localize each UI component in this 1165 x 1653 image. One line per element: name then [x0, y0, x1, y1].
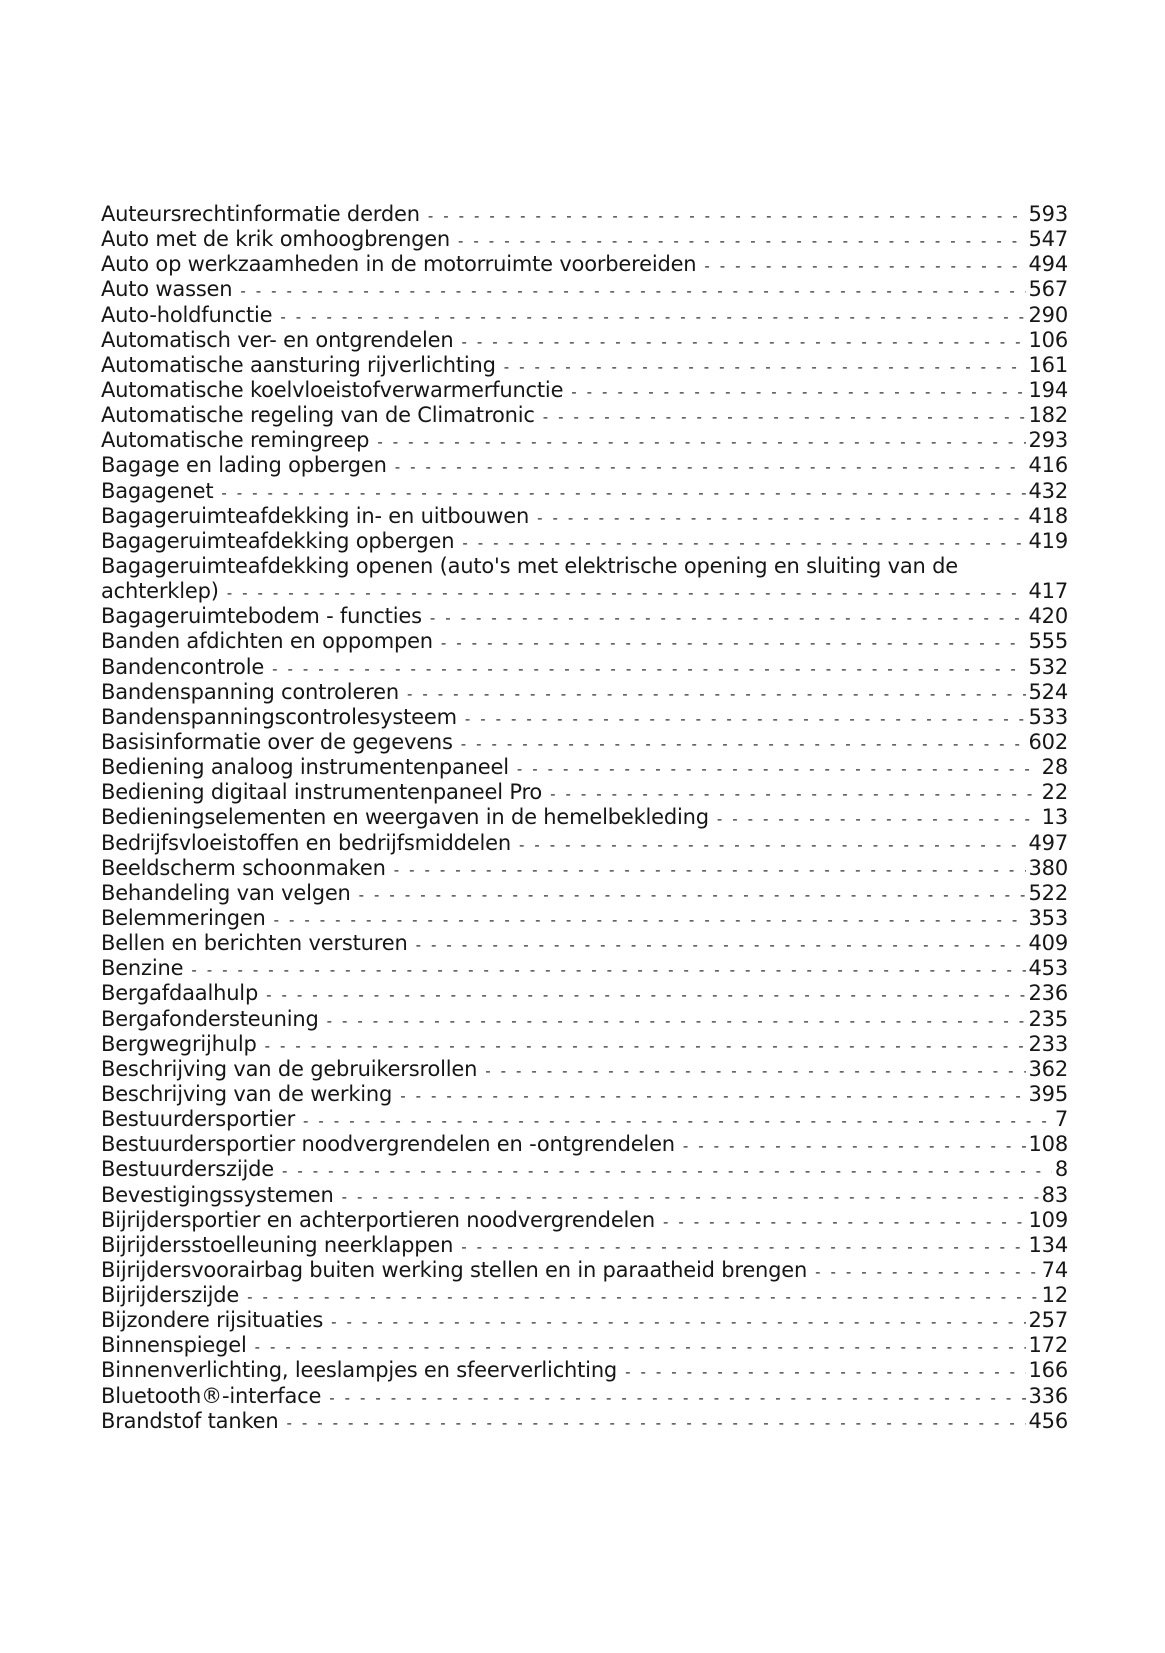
index-term: Auto-holdfunctie — [101, 302, 273, 327]
index-term: Bijrijdersstoelleuning neerklappen — [101, 1232, 454, 1257]
index-term: Belemmeringen — [101, 905, 266, 930]
dot-leader — [329, 1386, 1025, 1411]
page-number: 419 — [1028, 528, 1068, 553]
dot-leader — [331, 1310, 1025, 1335]
page-number: 593 — [1028, 202, 1068, 226]
index-entry[interactable] — [101, 554, 1068, 604]
index-entry[interactable] — [101, 1057, 1068, 1082]
index-entry[interactable] — [101, 1308, 1068, 1333]
page-number: 420 — [1028, 604, 1068, 629]
index-term: Bandencontrole — [101, 654, 265, 679]
page-number: 524 — [1028, 679, 1068, 704]
page-number: 7 — [1054, 1107, 1068, 1132]
index-term: Beschrijving van de werking — [101, 1081, 393, 1106]
page-number: 494 — [1028, 252, 1068, 277]
dot-leader — [461, 1235, 1025, 1260]
index-term: Bedrijfsvloeistoffen en bedrijfsmiddelen — [101, 830, 511, 855]
index-term: Auto wassen — [101, 277, 233, 302]
page-number: 182 — [1028, 403, 1068, 428]
index-term-line2: achterklep) — [101, 579, 219, 604]
page-number: 106 — [1028, 327, 1068, 352]
dot-leader — [625, 1360, 1025, 1385]
page-number: 602 — [1028, 729, 1068, 754]
dot-leader — [282, 1159, 1052, 1184]
index-term: Auto op werkzaamheden in de motorruimte voorbereiden — [101, 252, 697, 277]
dot-leader — [227, 581, 1026, 606]
index-term: Bevestigingssystemen — [101, 1182, 334, 1207]
dot-leader — [327, 1009, 1026, 1034]
index-entry[interactable] — [101, 956, 1068, 981]
index-entry[interactable] — [101, 1032, 1068, 1057]
index-entry[interactable] — [101, 303, 1068, 328]
page-number: 432 — [1028, 478, 1068, 503]
index-term: Auto met de krik omhoogbrengen — [101, 227, 451, 252]
dot-leader — [272, 657, 1025, 682]
page-number: 555 — [1028, 629, 1068, 654]
index-entry[interactable] — [101, 453, 1068, 478]
index-entry[interactable] — [101, 428, 1068, 453]
dot-leader — [416, 933, 1026, 958]
dot-leader — [441, 631, 1026, 656]
index-term: Bediening analoog instrumentenpaneel — [101, 755, 509, 780]
index-term: Automatische remingreep — [101, 428, 370, 453]
index-term: Benzine — [101, 956, 184, 981]
index-entry[interactable] — [101, 277, 1068, 302]
page-number: 567 — [1028, 277, 1068, 302]
page-number: 416 — [1028, 453, 1068, 478]
dot-leader — [240, 279, 1025, 304]
index-term: Bijzondere rijsituaties — [101, 1308, 324, 1333]
dot-leader — [377, 430, 1025, 455]
index-term: Bijrijdersportier en achterportieren noodvergrendelen — [101, 1207, 656, 1232]
dot-leader — [504, 355, 1026, 380]
dot-leader — [704, 254, 1025, 279]
index-term: Automatische koelvloeistofverwarmerfunctie — [101, 377, 564, 402]
page-number: 362 — [1028, 1056, 1068, 1081]
page-number: 13 — [1041, 805, 1068, 830]
dot-leader — [717, 807, 1039, 832]
dot-leader — [428, 204, 1026, 229]
page-number: 547 — [1028, 227, 1068, 252]
dot-leader — [274, 908, 1026, 933]
index-list — [101, 202, 1068, 1434]
dot-leader — [465, 707, 1026, 732]
index-entry[interactable] — [101, 1409, 1068, 1434]
index-term: Bandenspanningscontrolesysteem — [101, 704, 457, 729]
index-entry[interactable] — [101, 780, 1068, 805]
index-term: Bagageruimteafdekking opbergen — [101, 528, 455, 553]
page-number: 293 — [1028, 428, 1068, 453]
dot-leader — [266, 983, 1025, 1008]
page-number: 353 — [1028, 905, 1068, 930]
index-entry[interactable] — [101, 1384, 1068, 1409]
page-number: 395 — [1028, 1081, 1068, 1106]
dot-leader — [571, 380, 1025, 405]
index-term: Bergafdaalhulp — [101, 981, 259, 1006]
index-entry[interactable] — [101, 1157, 1068, 1182]
index-term: Bellen en berichten versturen — [101, 931, 408, 956]
page-number: 109 — [1028, 1207, 1068, 1232]
index-entry[interactable] — [101, 881, 1068, 906]
page-number: 166 — [1028, 1358, 1068, 1383]
dot-leader — [265, 1034, 1026, 1059]
index-entry[interactable] — [101, 831, 1068, 856]
index-term: Bergafondersteuning — [101, 1006, 319, 1031]
dot-leader — [303, 1109, 1052, 1134]
wrapped-term-block — [101, 554, 1068, 606]
page-number: 83 — [1041, 1182, 1068, 1207]
index-term: Bijrijderszijde — [101, 1283, 240, 1308]
index-entry[interactable] — [101, 252, 1068, 277]
index-entry[interactable] — [101, 604, 1068, 629]
page-number: 533 — [1028, 704, 1068, 729]
dot-leader — [255, 1335, 1026, 1360]
index-entry[interactable] — [101, 328, 1068, 353]
index-entry[interactable] — [101, 529, 1068, 554]
dot-leader — [400, 1084, 1025, 1109]
index-entry[interactable] — [101, 906, 1068, 931]
index-entry[interactable] — [101, 202, 1068, 227]
page-number: 235 — [1028, 1006, 1068, 1031]
dot-leader — [537, 506, 1025, 531]
index-term: Automatische aansturing rijverlichting — [101, 352, 496, 377]
index-term: Bagagenet — [101, 478, 214, 503]
index-entry[interactable] — [101, 1358, 1068, 1383]
wrapped-term-second-line — [101, 579, 1068, 606]
index-term: Bestuurdersportier noodvergrendelen en -ontgrendelen — [101, 1132, 675, 1157]
index-term: Bediening digitaal instrumentenpaneel Pro — [101, 780, 543, 805]
index-entry[interactable] — [101, 1132, 1068, 1157]
index-entry[interactable] — [101, 931, 1068, 956]
dot-leader — [519, 833, 1026, 858]
index-term: Bergwegrijhulp — [101, 1031, 257, 1056]
index-entry[interactable] — [101, 1283, 1068, 1308]
index-term-line1: Bagageruimteafdekking openen (auto's met elektrische opening en sluiting van de — [101, 553, 958, 578]
index-term: Beschrijving van de gebruikersrollen — [101, 1056, 478, 1081]
page-number: 497 — [1028, 830, 1068, 855]
index-entry[interactable] — [101, 629, 1068, 654]
dot-leader — [550, 782, 1039, 807]
page-number: 417 — [1028, 579, 1068, 604]
dot-leader — [287, 1411, 1026, 1436]
dot-leader — [543, 405, 1026, 430]
page-number: 456 — [1028, 1408, 1068, 1433]
page-number: 409 — [1028, 931, 1068, 956]
page-number: 290 — [1028, 302, 1068, 327]
page-number: 172 — [1028, 1333, 1068, 1358]
page-number: 12 — [1041, 1283, 1068, 1308]
page-number: 22 — [1041, 780, 1068, 805]
index-entry[interactable] — [101, 1183, 1068, 1208]
page-number: 28 — [1041, 755, 1068, 780]
index-entry[interactable] — [101, 1107, 1068, 1132]
index-entry[interactable] — [101, 730, 1068, 755]
dot-leader — [461, 330, 1025, 355]
index-term: Bijrijdersvoorairbag buiten werking stellen en in paraatheid brengen — [101, 1257, 808, 1282]
index-entry[interactable] — [101, 1082, 1068, 1107]
index-entry[interactable] — [101, 504, 1068, 529]
index-entry[interactable] — [101, 655, 1068, 680]
page-number: 236 — [1028, 981, 1068, 1006]
dot-leader — [663, 1210, 1026, 1235]
index-term: Automatisch ver- en ontgrendelen — [101, 327, 454, 352]
dot-leader — [191, 958, 1025, 983]
index-entry[interactable] — [101, 227, 1068, 252]
dot-leader — [280, 305, 1025, 330]
index-entry[interactable] — [101, 856, 1068, 881]
index-term: Bagageruimteafdekking in- en uitbouwen — [101, 503, 530, 528]
page-number: 8 — [1054, 1157, 1068, 1182]
dot-leader — [342, 1185, 1039, 1210]
index-entry[interactable] — [101, 705, 1068, 730]
dot-leader — [394, 858, 1026, 883]
index-entry[interactable] — [101, 1233, 1068, 1258]
index-entry[interactable] — [101, 479, 1068, 504]
index-entry[interactable] — [101, 1333, 1068, 1358]
index-term: Behandeling van velgen — [101, 880, 351, 905]
index-term: Bestuurdersportier — [101, 1107, 296, 1132]
index-term: Bandenspanning controleren — [101, 679, 399, 704]
index-entry[interactable] — [101, 403, 1068, 428]
index-term: Binnenverlichting, leeslampjes en sfeerverlichting — [101, 1358, 618, 1383]
page-number: 233 — [1028, 1031, 1068, 1056]
page-number: 336 — [1028, 1383, 1068, 1408]
page-number: 74 — [1041, 1257, 1068, 1282]
index-entry[interactable] — [101, 1208, 1068, 1233]
dot-leader — [458, 229, 1025, 254]
index-entry[interactable] — [101, 1258, 1068, 1283]
dot-leader — [221, 481, 1025, 506]
index-term: Bluetooth®-interface — [101, 1383, 322, 1408]
index-term: Automatische regeling van de Climatronic — [101, 403, 535, 428]
index-entry[interactable] — [101, 353, 1068, 378]
index-term: Bedieningselementen en weergaven in de hemelbekleding — [101, 805, 709, 830]
dot-leader — [407, 682, 1026, 707]
dot-leader — [430, 606, 1026, 631]
dot-leader — [462, 531, 1025, 556]
page-number: 532 — [1028, 654, 1068, 679]
page-number: 161 — [1028, 352, 1068, 377]
index-term: Brandstof tanken — [101, 1408, 279, 1433]
page-number: 194 — [1028, 377, 1068, 402]
page-number: 257 — [1028, 1308, 1068, 1333]
index-term: Bagageruimtebodem - functies — [101, 604, 422, 629]
page-number: 134 — [1028, 1232, 1068, 1257]
index-term: Bagage en lading opbergen — [101, 453, 387, 478]
dot-leader — [247, 1285, 1039, 1310]
index-term: Basisinformatie over de gegevens — [101, 729, 453, 754]
page-number: 418 — [1028, 503, 1068, 528]
dot-leader — [359, 883, 1026, 908]
dot-leader — [461, 732, 1026, 757]
index-term: Beeldscherm schoonmaken — [101, 855, 386, 880]
index-term: Bestuurderszijde — [101, 1157, 274, 1182]
index-entry[interactable] — [101, 981, 1068, 1006]
index-entry[interactable] — [101, 680, 1068, 705]
page-number: 453 — [1028, 956, 1068, 981]
dot-leader — [517, 757, 1039, 782]
index-term: Auteursrechtinformatie derden — [101, 202, 420, 226]
index-entry[interactable] — [101, 755, 1068, 780]
dot-leader — [815, 1260, 1039, 1285]
page-number: 380 — [1028, 855, 1068, 880]
index-entry[interactable] — [101, 378, 1068, 403]
page-number: 522 — [1028, 880, 1068, 905]
page-number: 108 — [1028, 1132, 1068, 1157]
index-entry[interactable] — [101, 805, 1068, 830]
index-term: Banden afdichten en oppompen — [101, 629, 433, 654]
dot-leader — [683, 1134, 1026, 1159]
dot-leader — [485, 1059, 1025, 1084]
index-term: Binnenspiegel — [101, 1333, 247, 1358]
index-entry[interactable] — [101, 1007, 1068, 1032]
dot-leader — [395, 455, 1026, 480]
